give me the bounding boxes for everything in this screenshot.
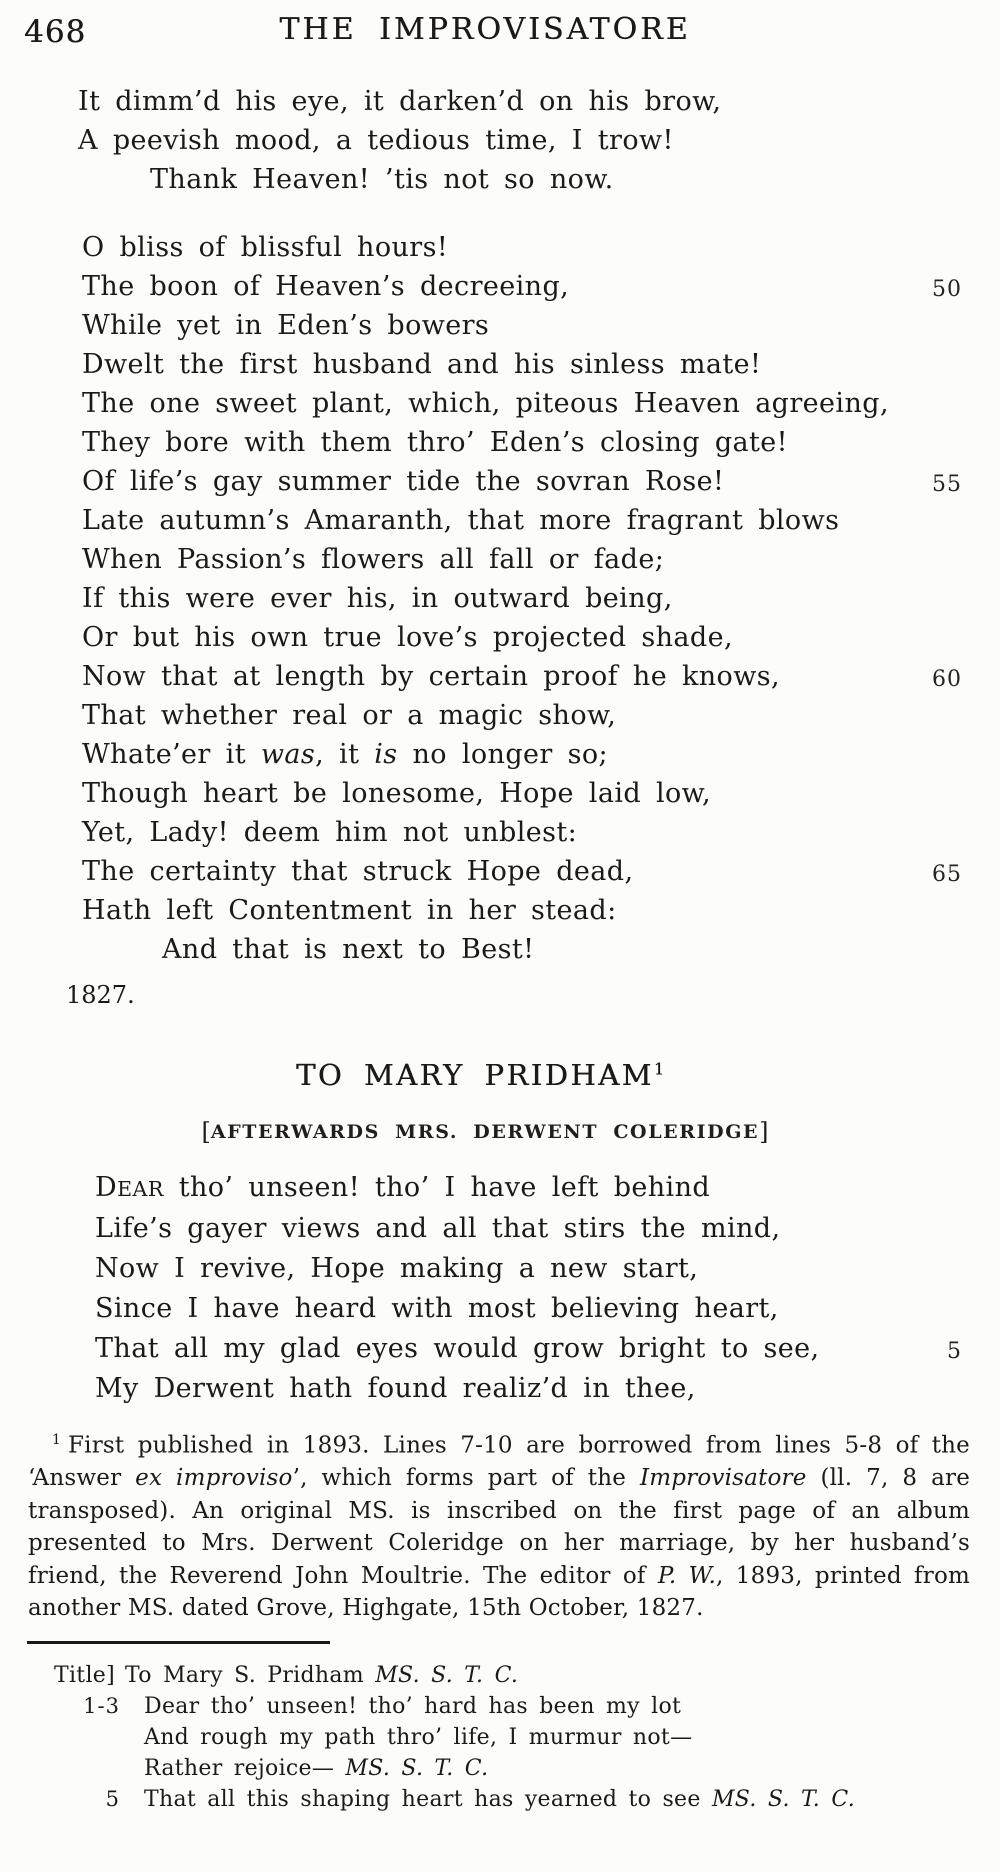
poem-line [82,228,962,267]
poem-improvisatore-stanza-1 [78,82,962,199]
apparatus-line-ref: 1-3 [83,1694,120,1718]
apparatus-source: MS. S. T. C. [711,1787,855,1812]
poem-line-text: Life’s gayer views and all that stirs the mind, [95,1213,781,1244]
apparatus-line-ref: 5 [105,1787,120,1811]
line-number: 60 [932,667,962,692]
poem-line [95,1168,962,1209]
poem-line-text: Whate’er it was, it is no longer so; [82,739,609,770]
poem-line-text: Hath left Contentment in her stead: [82,895,617,926]
poem-line [150,160,962,199]
running-title: THE IMPROVISATORE [279,12,691,47]
poem-line-text: Though heart be lonesome, Hope laid low, [82,778,711,809]
poem-line [82,891,962,930]
poem-line-text: DEAR tho’ unseen! tho’ I have left behind [95,1172,711,1203]
poem-line-text: They bore with them thro’ Eden’s closing gate! [82,427,788,458]
line-number: 50 [932,277,962,302]
poem-line-text: It dimm’d his eye, it darken’d on his brow, [78,86,722,117]
poem-line-text: O bliss of blissful hours! [82,232,449,263]
poem-line-text: If this were ever his, in outward being, [82,583,673,614]
apparatus-entry-lines-1-3: 1-3 Dear tho’ unseen! tho’ hard has been my lot [54,1691,970,1722]
poem-to-mary-pridham [95,1168,962,1409]
textual-apparatus [54,1660,970,1815]
poem-line-text: While yet in Eden’s bowers [82,310,490,341]
poem-line [82,462,962,501]
footnote: $^1$ First published in 1893. Lines 7-10 are borrowed from lines 5-8 of the ‘Answer ex improviso’, which forms part of the Improvisatore (ll. 7, 8 are transposed). An original MS. is inscribed on the first page of an album presented to Mrs. Derwent Coleridge on her marriage, by her husband’s friend, the Reverend John Moultrie. The editor of P. W., 1893, printed from another MS. dated Grove, Highgate, 15th October, 1827. [28,1432,971,1622]
poem-line-text: The certainty that struck Hope dead, [82,856,634,887]
poem-line [82,540,962,579]
section-subtitle [0,1118,970,1146]
poem-line-text: That all my glad eyes would grow bright to see, [95,1333,820,1364]
apparatus-source: MS. S. T. C. [345,1756,489,1781]
poem-line [95,1289,962,1329]
poem-line-text: That whether real or a magic show, [82,700,617,731]
poem-line [82,501,962,540]
poem-line [82,774,962,813]
apparatus-divider-rule [27,1641,330,1644]
poem-line-text: Now I revive, Hope making a new start, [95,1253,699,1284]
poem-line [82,423,962,462]
apparatus-entry-continuation: Rather rejoice— MS. S. T. C. [144,1756,489,1781]
page-header [0,12,970,50]
section-subtitle-text: AFTERWARDS MRS. DERWENT COLERIDGE [210,1121,760,1143]
poem-line-text: When Passion’s flowers all fall or fade; [82,544,665,575]
poem-line [95,1329,962,1369]
apparatus-source: MS. S. T. C. [375,1663,519,1688]
bracket-close: ] [759,1118,769,1146]
section-heading [0,1058,960,1092]
poem-line [82,267,962,306]
poem-line-text: A peevish mood, a tedious time, I trow! [78,125,674,156]
poem-line-text: Or but his own true love’s projected shade, [82,622,733,653]
poem-line-text: Since I have heard with most believing heart, [95,1293,779,1324]
poem-line [82,579,962,618]
poem-line [82,306,962,345]
footnote-ref: 1 [653,1059,664,1079]
poem-line [95,1369,962,1409]
section-heading-text: TO MARY PRIDHAM [296,1058,654,1092]
line-number: 65 [932,862,962,887]
page-number: 468 [24,14,87,50]
poem-line [78,82,962,121]
poem-line-text: Thank Heaven! ’tis not so now. [150,164,614,195]
poem-line [162,930,962,969]
poem-line-text: Late autumn’s Amaranth, that more fragrant blows [82,505,840,536]
poem-line-text: The boon of Heaven’s decreeing, [82,271,570,302]
poem-line [82,813,962,852]
apparatus-entry-continuation: And rough my path thro’ life, I murmur not— [144,1725,693,1750]
poem-line [78,121,962,160]
poem-date: 1827. [66,981,135,1009]
poem-line-text: And that is next to Best! [162,934,535,965]
apparatus-lemma-label: Title] [54,1663,115,1688]
poem-line [82,618,962,657]
poem-line [95,1249,962,1289]
poem-line-text: Of life’s gay summer tide the sovran Rose! [82,466,725,497]
poem-line-text: The one sweet plant, which, piteous Heaven agreeing, [82,388,889,419]
poem-line-text: Now that at length by certain proof he knows, [82,661,780,692]
poem-line [95,1209,962,1249]
poem-line [82,657,962,696]
poem-line-text: My Derwent hath found realiz’d in thee, [95,1373,696,1404]
poem-line [82,696,962,735]
poem-line [82,735,962,774]
poem-line [82,345,962,384]
poem-line-text: Yet, Lady! deem him not unblest: [82,817,578,848]
bracket-open: [ [201,1118,211,1146]
apparatus-entry-line-5: 5 That all this shaping heart has yearned to see MS. S. T. C. [54,1784,970,1815]
poem-improvisatore-stanza-2 [82,228,962,969]
line-number: 5 [947,1339,962,1364]
poem-line-text: Dwelt the first husband and his sinless mate! [82,349,762,380]
apparatus-entry-title: Title] To Mary S. Pridham MS. S. T. C. [54,1663,519,1688]
poem-line [82,852,962,891]
footnote-marker: 1 [52,1432,61,1448]
poem-line [82,384,962,423]
line-number: 55 [932,472,962,497]
